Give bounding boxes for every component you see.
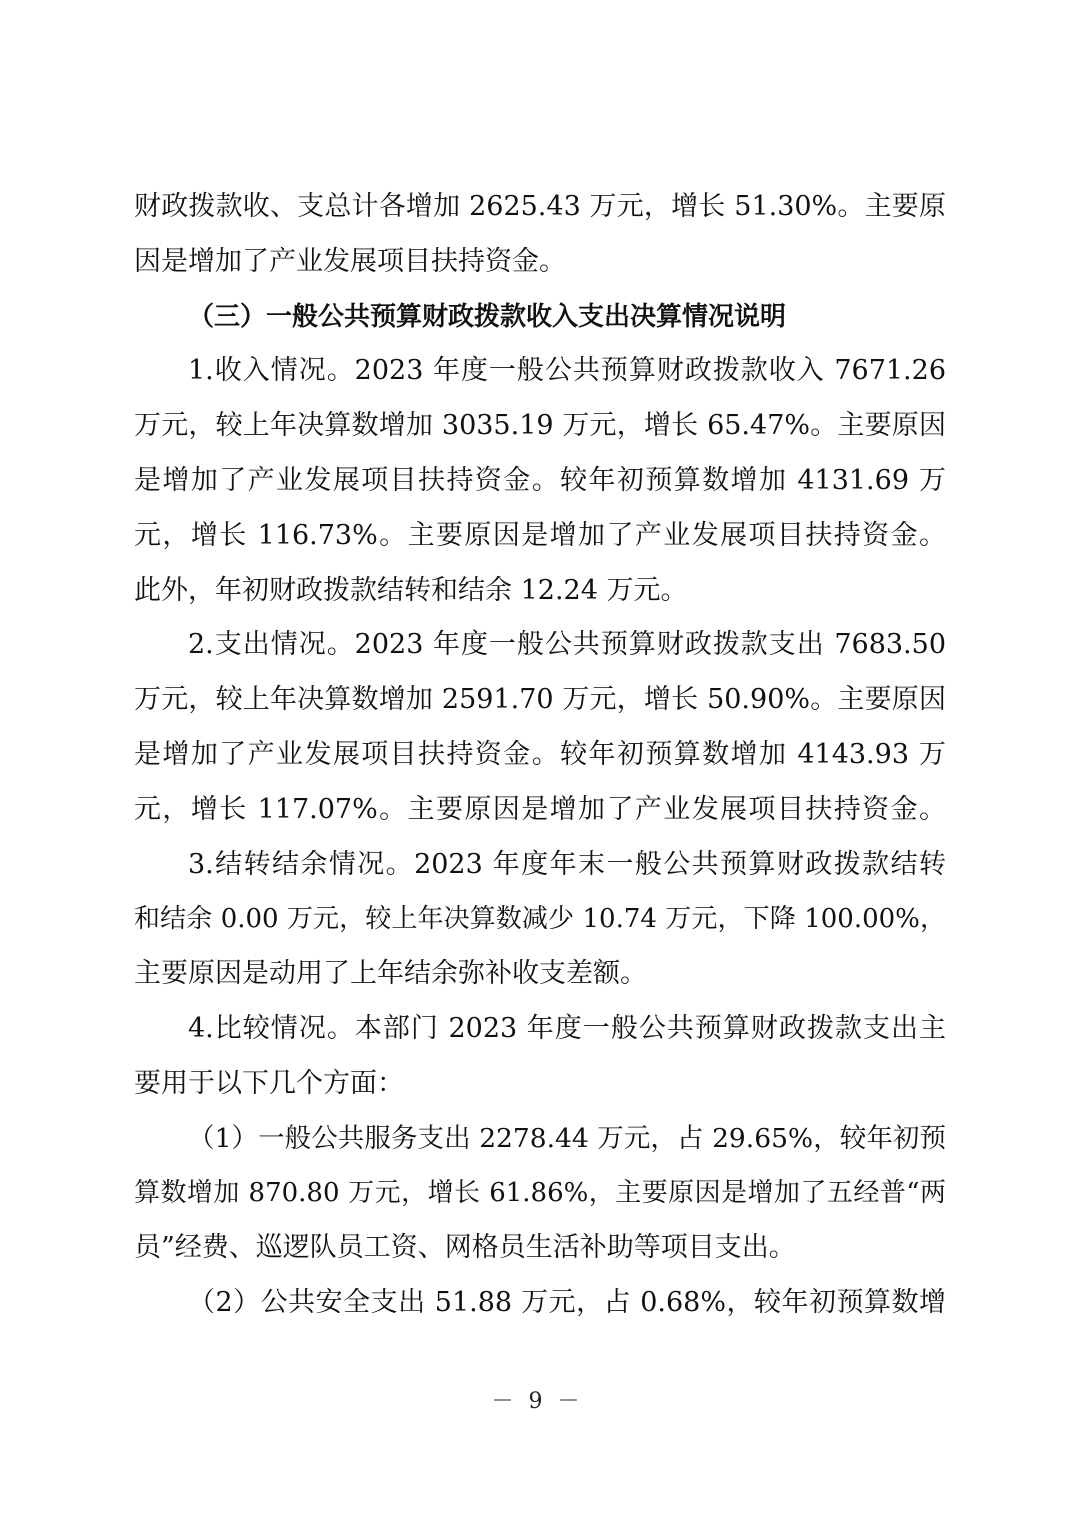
text-line: 元，增长 116.73%。主要原因是增加了产业发展项目扶持资金。 (134, 519, 946, 551)
body-text (134, 180, 946, 1331)
text-line: 是增加了产业发展项目扶持资金。较年初预算数增加 4143.93 万 (134, 738, 946, 770)
text-line: 万元，较上年决算数增加 3035.19 万元，增长 65.47%。主要原因 (134, 410, 946, 442)
text-line: 因是增加了产业发展项目扶持资金。 (134, 245, 566, 277)
text-line: （1）一般公共服务支出 2278.44 万元，占 29.65%，较年初预 (188, 1122, 946, 1154)
section-heading: （三）一般公共预算财政拨款收入支出决算情况说明 (188, 301, 787, 332)
text-line: 1.收入情况。2023 年度一般公共预算财政拨款收入 7671.26 (188, 355, 946, 387)
text-line: 算数增加 870.80 万元，增长 61.86%，主要原因是增加了五经普“两 (134, 1178, 946, 1209)
text-line: 要用于以下几个方面： (134, 1067, 404, 1099)
text-line: 主要原因是动用了上年结余弥补收支差额。 (134, 958, 647, 990)
text-line: 万元，较上年决算数增加 2591.70 万元，增长 50.90%。主要原因 (134, 684, 946, 716)
text-line: 员”经费、巡逻队员工资、网格员生活补助等项目支出。 (134, 1232, 796, 1264)
text-line: 财政拨款收、支总计各增加 2625.43 万元，增长 51.30%。主要原 (134, 191, 946, 222)
text-line: 是增加了产业发展项目扶持资金。较年初预算数增加 4131.69 万 (134, 464, 946, 496)
text-line: 和结余 0.00 万元，较上年决算数减少 10.74 万元，下降 100.00%， (134, 904, 946, 935)
text-line: 元，增长 117.07%。主要原因是增加了产业发展项目扶持资金。 (134, 793, 946, 825)
text-line: 4.比较情况。本部门 2023 年度一般公共预算财政拨款支出主 (188, 1012, 946, 1044)
text-line: 2.支出情况。2023 年度一般公共预算财政拨款支出 7683.50 (188, 629, 946, 661)
text-line: 3.结转结余情况。2023 年度年末一般公共预算财政拨款结转 (188, 848, 946, 880)
text-line: 此外，年初财政拨款结转和结余 12.24 万元。 (134, 574, 688, 606)
text-line: （2）公共安全支出 51.88 万元，占 0.68%，较年初预算数增 (188, 1286, 946, 1318)
page-number: － 9 － (491, 1389, 584, 1414)
